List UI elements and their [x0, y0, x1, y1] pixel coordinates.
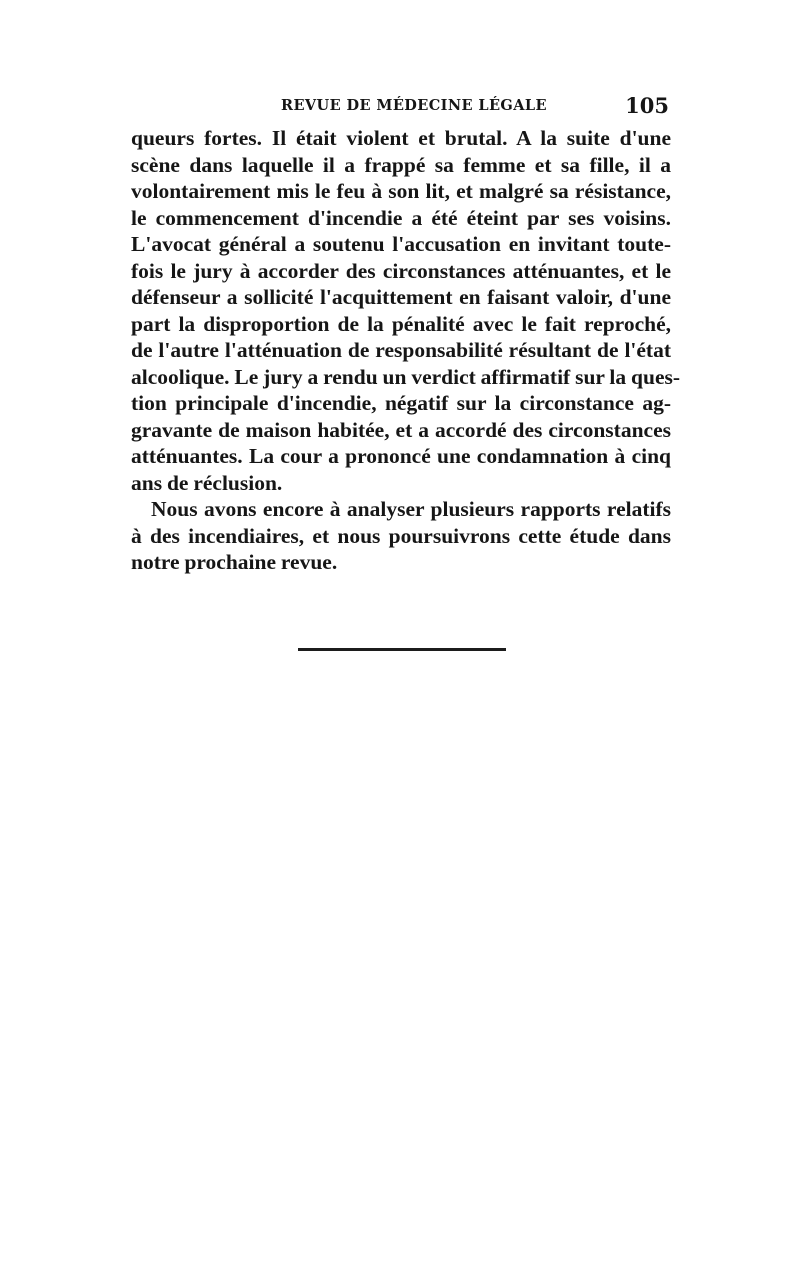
text-line: scène dans laquelle il a frappé sa femme et sa fille, il a [131, 152, 671, 177]
text-line: défenseur a sollicité l'acquittement en faisant valoir, d'une [131, 285, 671, 309]
text-line-paragraph-start: Nous avons encore à analyser plusieurs rapports relatifs [151, 497, 671, 521]
page-number: 105 [625, 93, 669, 118]
section-end-rule [298, 648, 506, 651]
text-line: le commencement d'incendie a été éteint par ses voisins. [131, 205, 671, 230]
text-line: part la disproportion de la pénalité avec le fait reproché, [131, 311, 671, 336]
text-line: atténuantes. La cour a prononcé une condamnation à cinq [131, 444, 671, 468]
text-line: alcoolique. Le jury a rendu un verdict affirmatif sur la ques- [131, 364, 681, 389]
text-line: volontairement mis le feu à son lit, et malgré sa résistance, [131, 179, 671, 203]
text-line: fois le jury à accorder des circonstances atténuantes, et le [131, 258, 671, 283]
text-line: queurs fortes. Il était violent et brutal. A la suite d'une [131, 126, 671, 150]
text-line: tion principale d'incendie, négatif sur la circonstance ag- [131, 391, 671, 415]
text-line: L'avocat général a soutenu l'accusation en invitant toute- [131, 232, 671, 256]
text-line: à des incendiaires, et nous poursuivrons cette étude dans [131, 523, 671, 548]
running-title: REVUE DE MÉDECINE LÉGALE [281, 97, 547, 114]
text-line: gravante de maison habitée, et a accordé des circonstances [131, 417, 671, 442]
body-text [131, 125, 681, 576]
text-line: de l'autre l'atténuation de responsabilité résultant de l'état [131, 338, 671, 362]
running-head [131, 92, 671, 120]
text-line-paragraph-end: ans de réclusion. [131, 470, 283, 495]
text-line-paragraph-end: notre prochaine revue. [131, 550, 338, 574]
